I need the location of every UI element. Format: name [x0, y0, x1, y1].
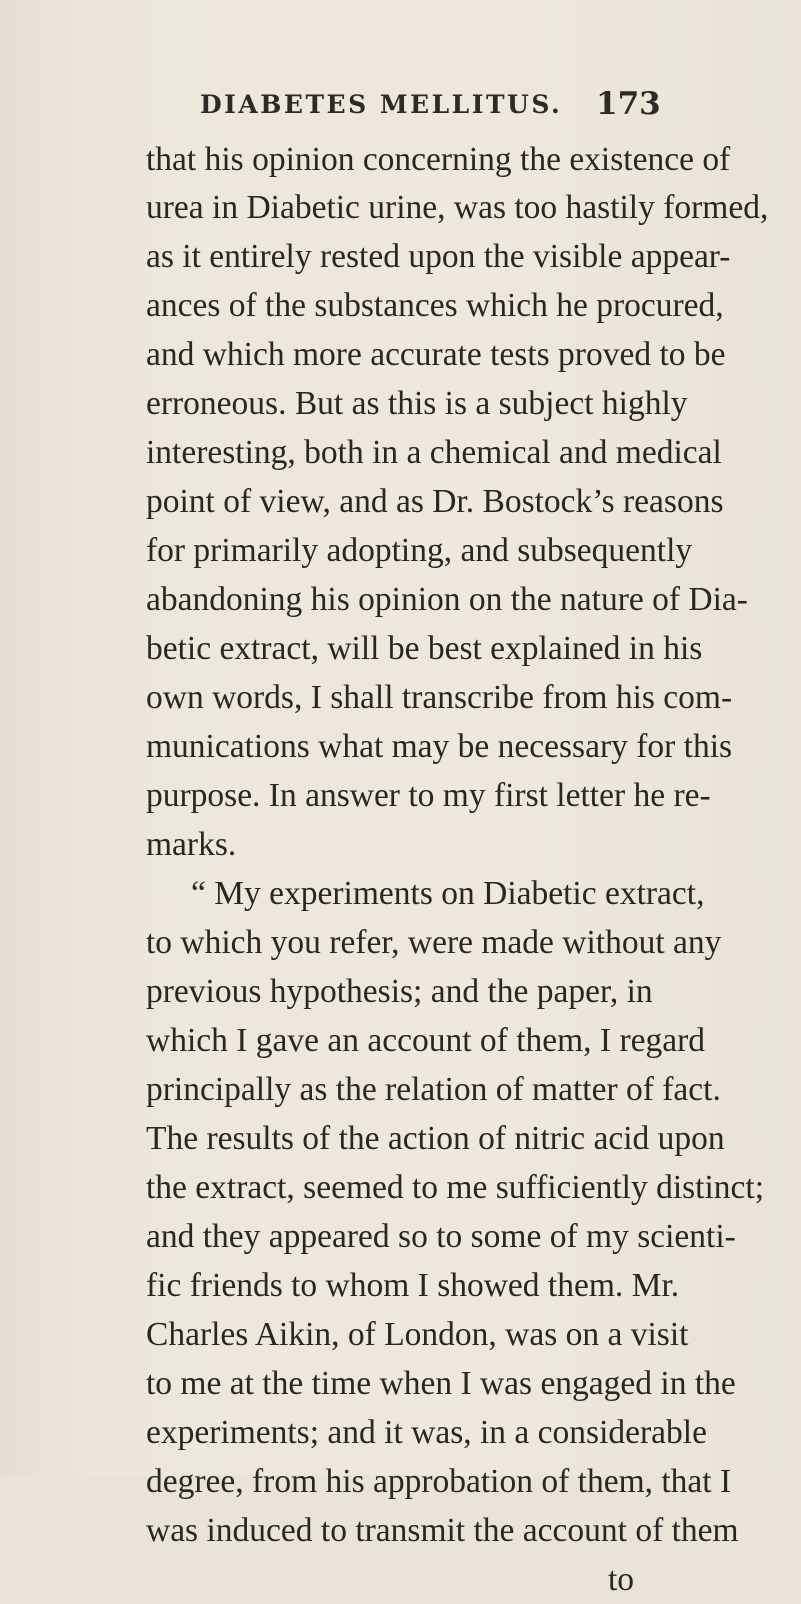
page-header [0, 86, 801, 126]
text-line: interesting, both in a chemical and medical [146, 434, 722, 471]
text-line: and which more accurate tests proved to be [146, 336, 726, 373]
text-line: abandoning his opinion on the nature of Dia- [146, 581, 748, 618]
text-line: to which you refer, were made without any [146, 924, 722, 961]
text-line: own words, I shall transcribe from his com- [146, 679, 733, 716]
text-line: that his opinion concerning the existence of [146, 141, 731, 178]
text-line: previous hypothesis; and the paper, in [146, 973, 653, 1010]
running-title: DIABETES MELLITUS. [200, 90, 563, 119]
text-line: for primarily adopting, and subsequently [146, 532, 693, 569]
text-line: fic friends to whom I showed them. Mr. [146, 1267, 680, 1304]
text-line: ances of the substances which he procured, [146, 287, 724, 324]
text-line: betic extract, will be best explained in his [146, 630, 703, 667]
text-line: experiments; and it was, in a considerable [146, 1414, 707, 1451]
text-line: point of view, and as Dr. Bostock’s reasons [146, 483, 724, 520]
text-line: erroneous. But as this is a subject highly [146, 385, 688, 422]
text-line: the extract, seemed to me sufficiently distinct; [146, 1169, 765, 1206]
text-line: to me at the time when I was engaged in the [146, 1365, 736, 1402]
text-line: and they appeared so to some of my scienti- [146, 1218, 736, 1255]
text-line: The results of the action of nitric acid upon [146, 1120, 725, 1157]
text-line: munications what may be necessary for this [146, 728, 733, 765]
text-line: “ My experiments on Diabetic extract, [191, 875, 705, 912]
text-line: principally as the relation of matter of fact. [146, 1071, 721, 1108]
text-line: was induced to transmit the account of them [146, 1512, 739, 1549]
text-line: as it entirely rested upon the visible appear- [146, 238, 731, 275]
catchword: to [608, 1561, 635, 1598]
text-line: urea in Diabetic urine, was too hastily formed, [146, 189, 769, 226]
text-line: which I gave an account of them, I regard [146, 1022, 706, 1059]
text-line: purpose. In answer to my first letter he re- [146, 777, 711, 814]
text-line: Charles Aikin, of London, was on a visit [146, 1316, 689, 1353]
text-line: marks. [146, 826, 237, 863]
page-number: 173 [596, 86, 661, 122]
text-line: degree, from his approbation of them, that I [146, 1463, 732, 1500]
